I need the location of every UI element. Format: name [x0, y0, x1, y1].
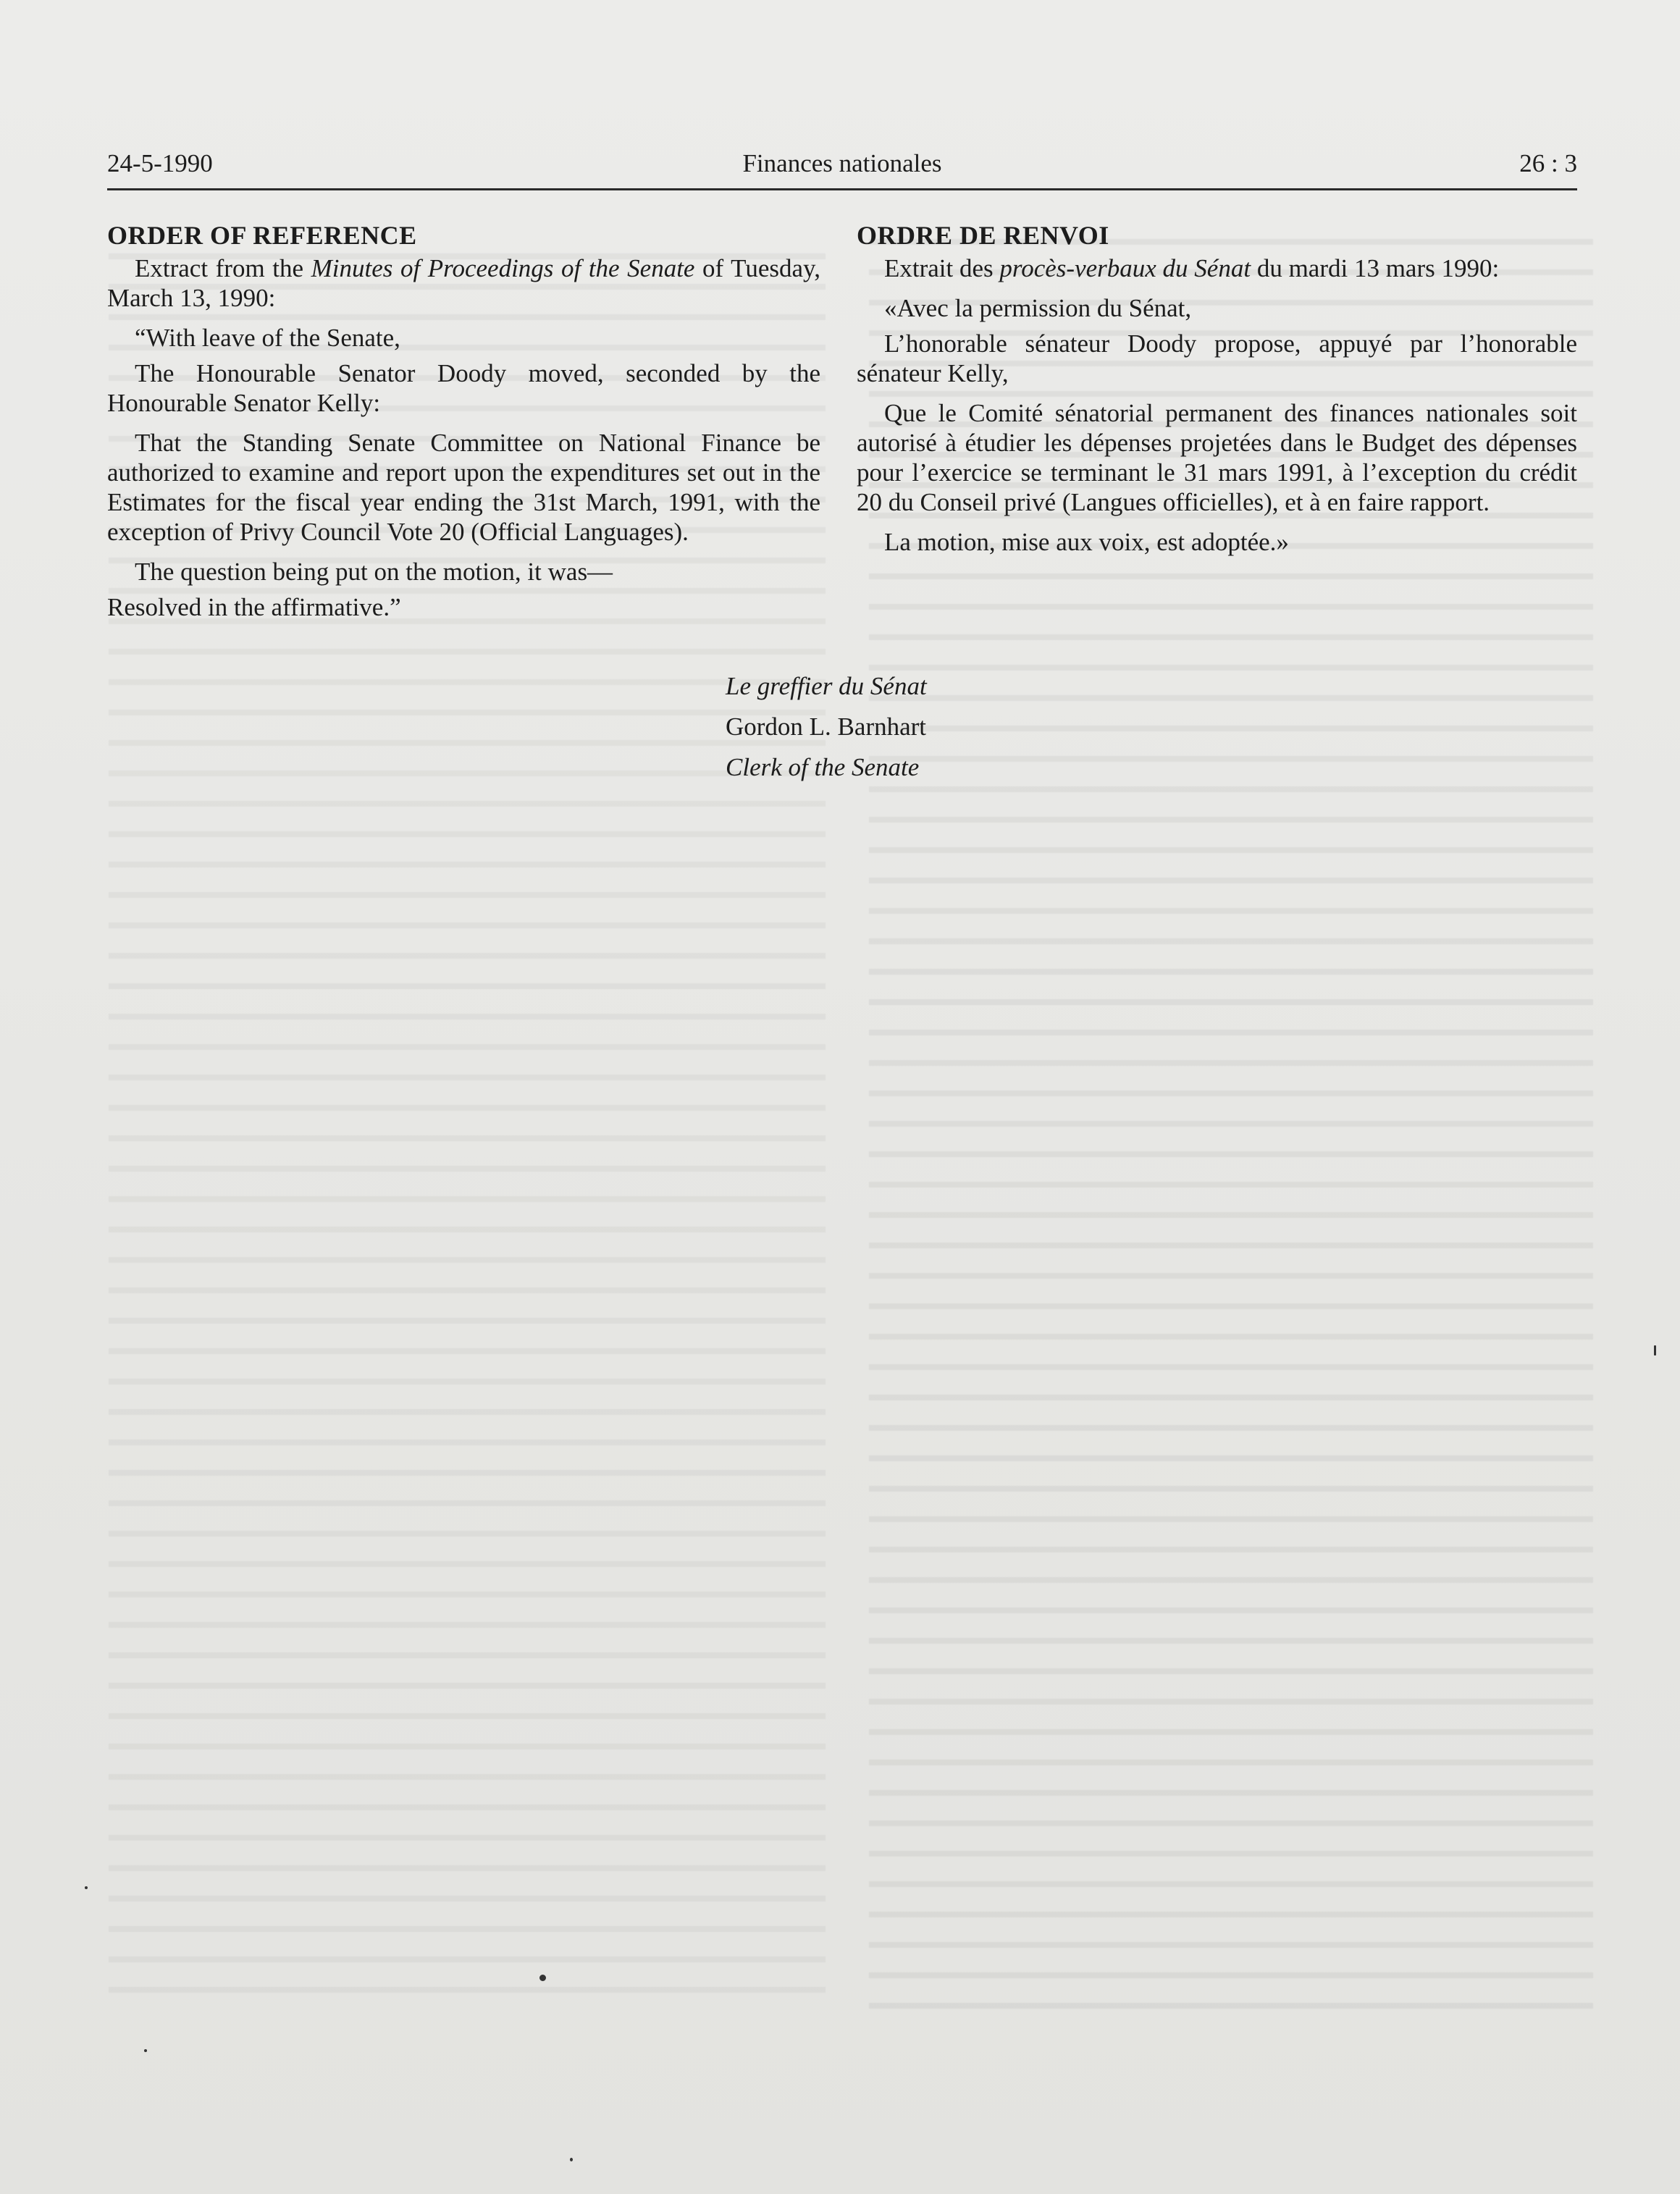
order-of-reference-heading: ORDER OF REFERENCE: [107, 221, 417, 250]
running-header: [107, 145, 1577, 190]
scan-speck: [539, 1975, 546, 1981]
clerk-title: Clerk of the Senate: [726, 753, 920, 781]
signature-block: [726, 670, 927, 791]
resolved-paragraph: Resolved in the affirmative.”: [107, 593, 401, 621]
french-column: [857, 221, 1577, 563]
header-title: Finances nationales: [742, 149, 942, 177]
scan-speck: [85, 1886, 88, 1889]
scan-speck: [144, 2049, 147, 2052]
moved-paragraph: The Honourable Senator Doody moved, seconded by the Honourable Senator Kelly:: [107, 359, 820, 417]
scan-speck: [570, 2158, 573, 2161]
english-column: [107, 221, 820, 628]
extrait-prefix: Extrait des: [884, 254, 1000, 282]
extract-source: Minutes of Proceedings of the Senate: [311, 254, 695, 282]
motion-paragraph: That the Standing Senate Committee on National Finance be authorized to examine and report upon the expenditures set out in the Estimates for the fiscal year ending the 31st March, 1991, with the exception of Privy Council Vote 20 (Official Languages).: [107, 429, 820, 546]
permission-paragraph: «Avec la permission du Sénat,: [884, 294, 1192, 322]
scan-speck: [1654, 1345, 1656, 1356]
adoptee-paragraph: La motion, mise aux voix, est adoptée.»: [884, 528, 1289, 556]
question-paragraph: The question being put on the motion, it was—: [135, 558, 613, 586]
leave-paragraph: “With leave of the Senate,: [135, 324, 400, 352]
extract-prefix: Extract from the: [135, 254, 311, 282]
extract-paragraph: [107, 253, 820, 313]
header-page-number: 26 : 3: [1519, 149, 1577, 177]
header-date: 24-5-1990: [107, 149, 213, 177]
clerk-name: Gordon L. Barnhart: [726, 713, 927, 741]
extrait-paragraph: [857, 253, 1577, 283]
extrait-suffix: du mardi 13 mars 1990:: [1251, 254, 1500, 282]
motion-fr-paragraph: Que le Comité sénatorial permanent des finances nationales soit autorisé à étudier les dépenses projetées dans le Budget des dépenses pour l’exercice se terminant le 31 mars 1991, à l’exception du crédit 20 du Conseil privé (Langues officielles), et à en faire rapport.: [857, 399, 1577, 516]
ordre-de-renvoi-heading: ORDRE DE RENVOI: [857, 221, 1109, 250]
extract-suffix: of Tuesday, March 13, 1990:: [107, 254, 820, 312]
greffier-title: Le greffier du Sénat: [726, 672, 927, 700]
propose-paragraph: L’honorable sénateur Doody propose, appuyé par l’honorable sénateur Kelly,: [857, 329, 1577, 387]
extrait-source: procès-verbaux du Sénat: [999, 254, 1251, 282]
